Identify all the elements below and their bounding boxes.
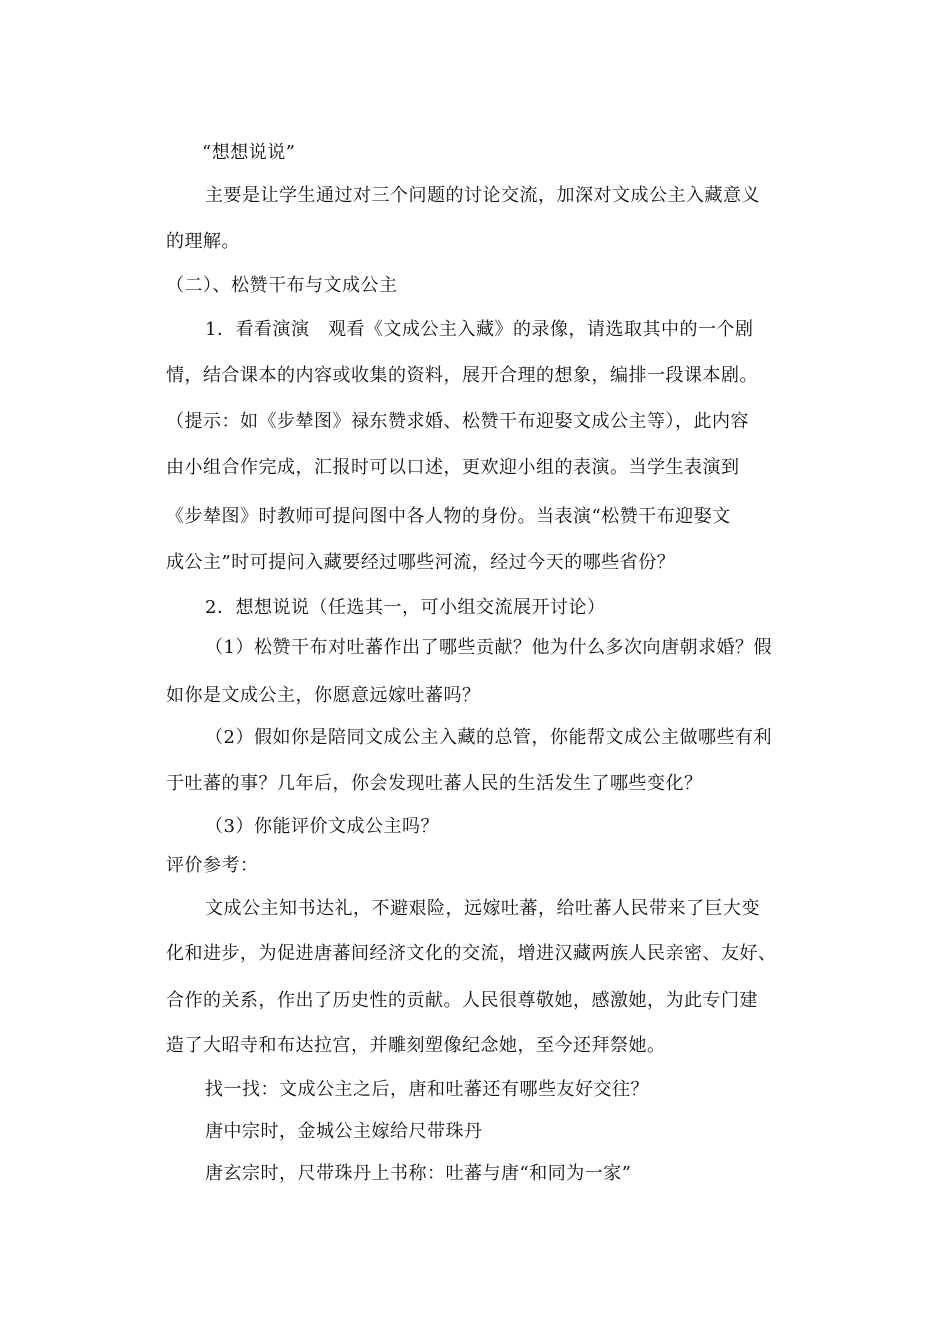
paragraph-line: 的理解。 — [166, 231, 240, 252]
paragraph-line: 化和进步，为促进唐蕃间经济文化的交流，增进汉藏两族人民亲密、友好、 — [166, 943, 777, 964]
question-line: 于吐蕃的事？几年后，你会发现吐蕃人民的生活发生了哪些变化？ — [166, 773, 703, 794]
question-line: 如你是文成公主，你愿意远嫁吐蕃吗？ — [166, 685, 481, 706]
evaluation-heading: 评价参考： — [166, 855, 259, 876]
question-line: （1）松赞干布对吐蕃作出了哪些贡献？他为什么多次向唐朝求婚？假 — [205, 637, 772, 658]
paragraph-line: （提示：如《步辇图》禄东赞求婚、松赞干布迎娶文成公主等），此内容 — [166, 411, 749, 432]
subsection-heading: 2．想想说说（任选其一，可小组交流展开讨论） — [205, 597, 606, 618]
paragraph-line: 主要是让学生通过对三个问题的讨论交流，加深对文成公主入藏意义 — [205, 185, 760, 206]
paragraph-line: 唐玄宗时，尺带珠丹上书称：吐蕃与唐“和同为一家” — [205, 1163, 632, 1184]
paragraph-line: 找一找：文成公主之后，唐和吐蕃还有哪些友好交往？ — [205, 1079, 649, 1100]
paragraph-line: 由小组合作完成，汇报时可以口述，更欢迎小组的表演。当学生表演到 — [166, 457, 740, 478]
paragraph-line: 合作的关系，作出了历史性的贡献。人民很尊敬她，感激她，为此专门建 — [166, 990, 758, 1011]
paragraph-line: 唐中宗时，金城公主嫁给尺带珠丹 — [205, 1121, 483, 1142]
paragraph-line: 文成公主知书达礼，不避艰险，远嫁吐蕃，给吐蕃人民带来了巨大变 — [205, 898, 760, 919]
paragraph-line: 《步辇图》时教师可提问图中各人物的身份。当表演“松赞干布迎娶文 — [166, 506, 731, 527]
paragraph-line: 情，结合课本的内容或收集的资料，展开合理的想象，编排一段课本剧。 — [166, 365, 758, 386]
question-line: （3）你能评价文成公主吗？ — [205, 816, 439, 837]
paragraph-line: 成公主”时可提问入藏要经过哪些河流，经过今天的哪些省份？ — [166, 552, 676, 573]
question-line: （2）假如你是陪同文成公主入藏的总管，你能帮文成公主做哪些有利 — [205, 727, 772, 748]
section-heading-songtsen-gampo: （二）、松赞干布与文成公主 — [166, 275, 398, 296]
paragraph-line: 1．看看演演 观看《文成公主入藏》的录像，请选取其中的一个剧 — [205, 319, 754, 340]
paragraph-line: 造了大昭寺和布达拉宫，并雕刻塑像纪念她，至今还拜祭她。 — [166, 1035, 666, 1056]
section-heading-think-talk: “想想说说” — [202, 142, 296, 163]
